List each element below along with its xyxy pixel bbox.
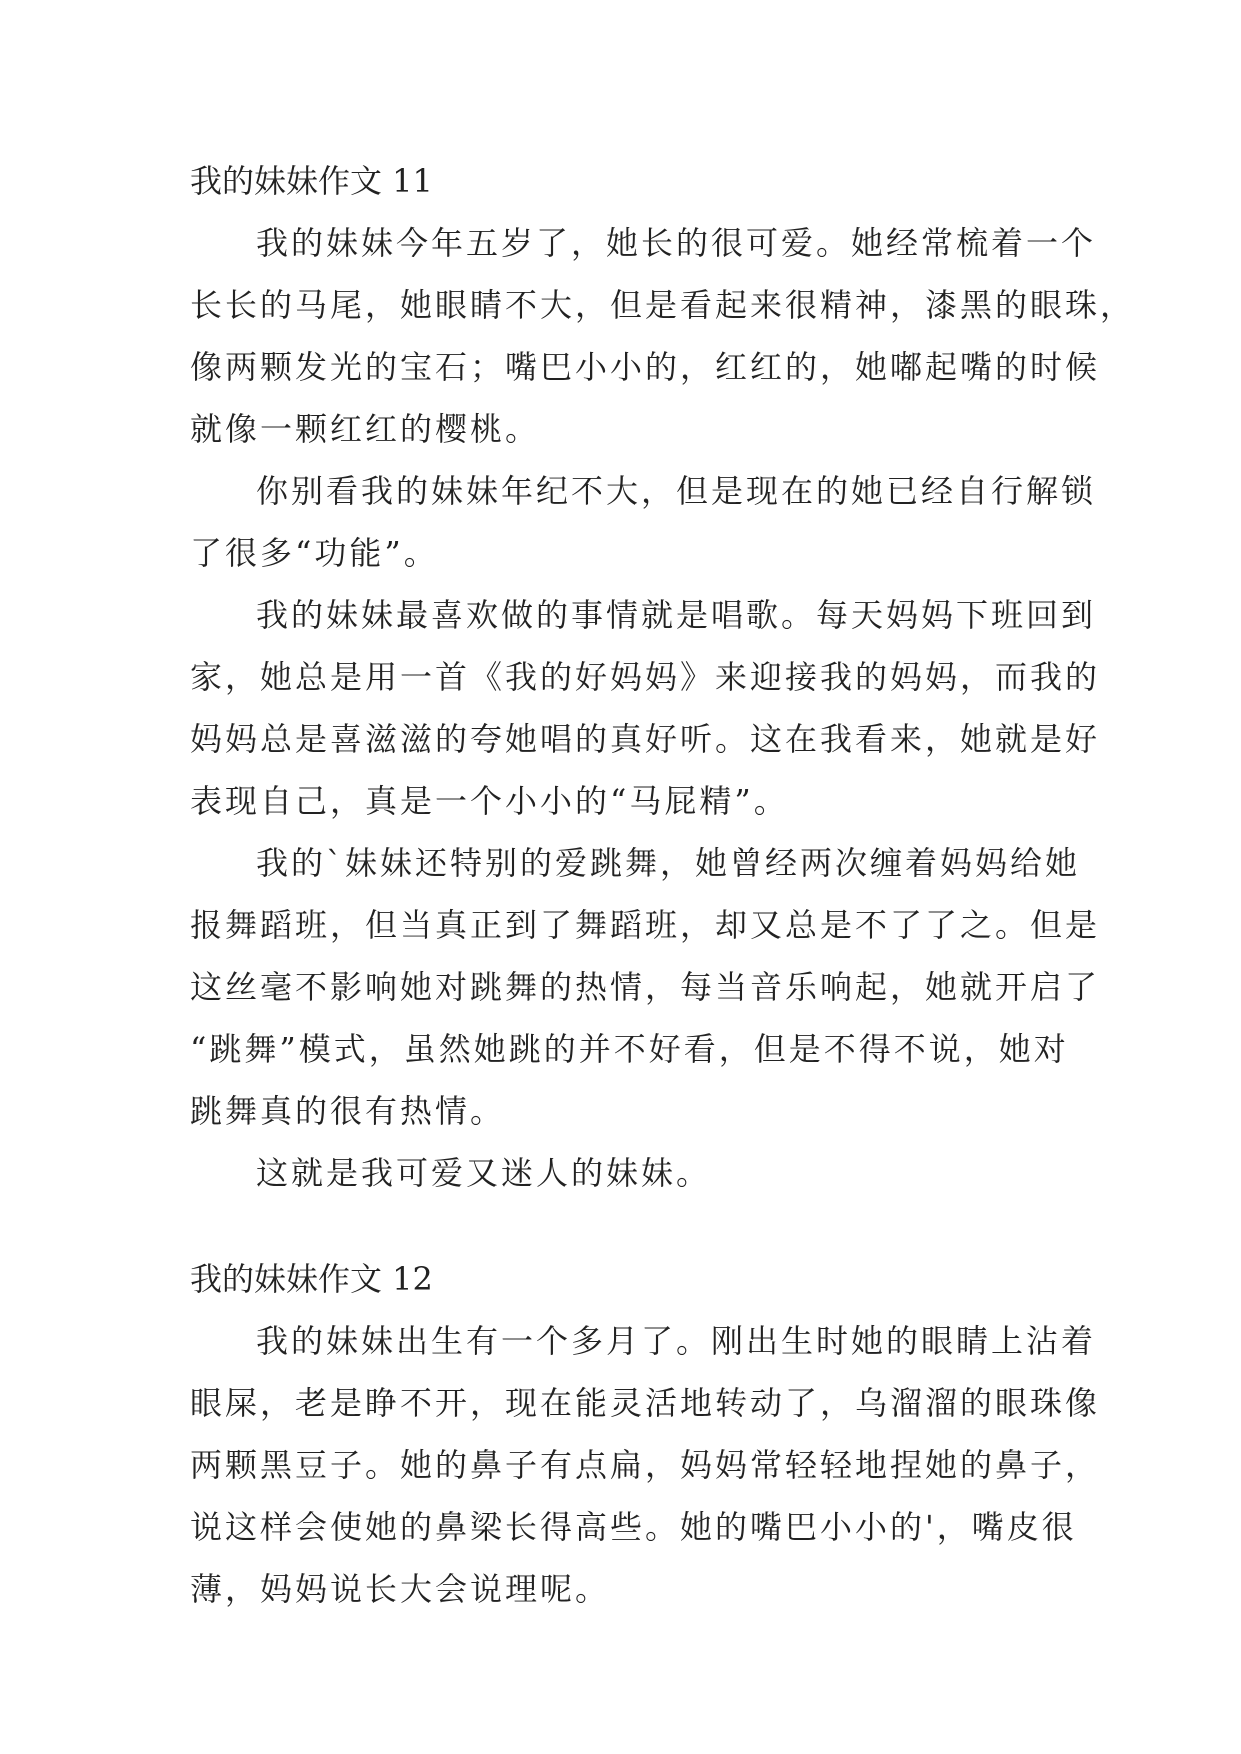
paragraph-line: 你别看我的妹妹年纪不大，但是现在的她已经自行解锁 — [256, 472, 1097, 510]
paragraph-line: 家，她总是用一首《我的好妈妈》来迎接我的妈妈，而我的 — [190, 658, 1101, 696]
paragraph-line: 像两颗发光的宝石；嘴巴小小的，红红的，她嘟起嘴的时候 — [190, 348, 1101, 386]
paragraph-line: 妈妈总是喜滋滋的夸她唱的真好听。这在我看来，她就是好 — [190, 720, 1101, 758]
essay-section-11 — [190, 150, 1136, 1204]
essay-section-12 — [190, 1248, 1101, 1620]
paragraph-line: 了很多“功能”。 — [190, 534, 439, 572]
paragraph-line: 我的`妹妹还特别的爱跳舞，她曾经两次缠着妈妈给她 — [256, 844, 1081, 882]
paragraph-line: 说这样会使她的鼻梁长得高些。她的嘴巴小小的'，嘴皮很 — [190, 1508, 1077, 1546]
document-page — [190, 150, 1136, 1620]
paragraph-line: 眼屎，老是睁不开，现在能灵活地转动了，乌溜溜的眼珠像 — [190, 1384, 1101, 1422]
section-title: 我的妹妹作文 11 — [190, 162, 433, 200]
paragraph-line: “跳舞”模式，虽然她跳的并不好看，但是不得不说，她对 — [190, 1030, 1069, 1068]
paragraph-line: 我的妹妹最喜欢做的事情就是唱歌。每天妈妈下班回到 — [256, 596, 1097, 634]
paragraph-line: 两颗黑豆子。她的鼻子有点扁，妈妈常轻轻地捏她的鼻子， — [190, 1446, 1101, 1484]
paragraph-line: 跳舞真的很有热情。 — [190, 1092, 506, 1130]
paragraph-line: 我的妹妹出生有一个多月了。刚出生时她的眼睛上沾着 — [256, 1322, 1097, 1360]
paragraph-line: 这丝毫不影响她对跳舞的热情，每当音乐响起，她就开启了 — [190, 968, 1101, 1006]
section-gap — [190, 1204, 1060, 1248]
paragraph-line: 薄，妈妈说长大会说理呢。 — [190, 1570, 611, 1608]
paragraph-line: 就像一颗红红的樱桃。 — [190, 410, 541, 448]
paragraph-line: 这就是我可爱又迷人的妹妹。 — [256, 1154, 712, 1192]
section-title: 我的妹妹作文 12 — [190, 1260, 433, 1298]
paragraph-line: 报舞蹈班，但当真正到了舞蹈班，却又总是不了了之。但是 — [190, 906, 1101, 944]
paragraph-line: 表现自己，真是一个小小的“马屁精”。 — [190, 782, 789, 820]
paragraph-line: 我的妹妹今年五岁了，她长的很可爱。她经常梳着一个 — [256, 224, 1097, 262]
paragraph-line: 长长的马尾，她眼睛不大，但是看起来很精神，漆黑的眼珠， — [190, 286, 1136, 324]
